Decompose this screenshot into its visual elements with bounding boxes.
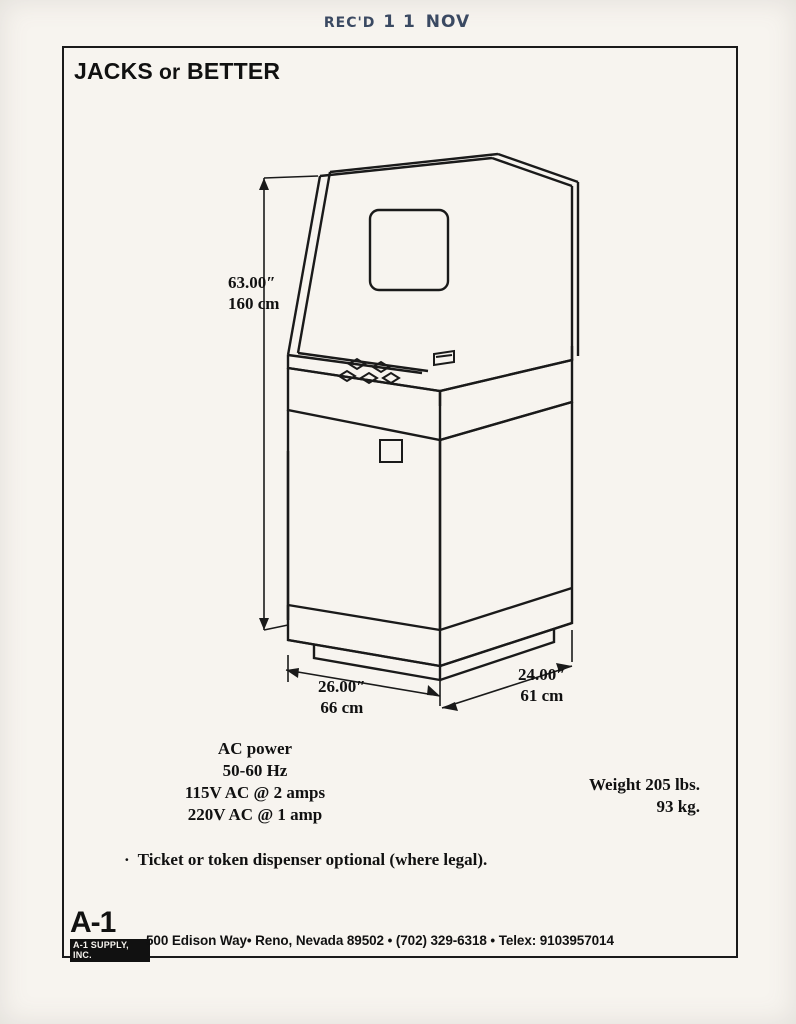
height-metric: 160 cm <box>228 294 280 314</box>
width-dimension-label <box>318 676 366 719</box>
power-label: AC power <box>217 739 293 758</box>
power-frequency: 50-60 Hz <box>222 761 288 781</box>
note-bullet: · <box>124 850 130 869</box>
cabinet-drawing <box>62 110 734 730</box>
weight-pounds: Weight 205 lbs. <box>589 775 700 794</box>
title-connector: or <box>159 61 181 84</box>
logo-mark: A-1 <box>70 906 116 939</box>
height-inches: 63.00″ <box>228 273 276 292</box>
power-220v: 220V AC @ 1 amp <box>187 805 323 825</box>
logo-subtitle: A-1 SUPPLY, INC. <box>70 939 150 962</box>
footer-address: 500 Edison Way• Reno, Nevada 89502 • (702) 329-6318 • Telex: 9103957014 <box>146 933 614 948</box>
depth-inches: 24.00″ <box>518 665 566 684</box>
received-stamp <box>0 12 796 32</box>
page-title <box>74 58 280 85</box>
stamp-month: NOV <box>425 12 471 32</box>
weight-kilograms: 93 kg. <box>656 797 700 817</box>
depth-metric: 61 cm <box>520 686 564 706</box>
title-second: BETTER <box>187 58 281 84</box>
company-logo <box>70 906 150 960</box>
height-dimension-label <box>228 272 279 315</box>
option-note <box>124 850 487 870</box>
width-inches: 26.00″ <box>318 677 366 696</box>
weight-specs <box>589 774 700 818</box>
title-main: JACKS <box>74 58 153 84</box>
depth-dimension-label <box>518 664 566 707</box>
width-metric: 66 cm <box>320 698 364 718</box>
power-115v: 115V AC @ 2 amps <box>184 783 326 803</box>
note-text: Ticket or token dispenser optional (where legal). <box>137 850 488 869</box>
power-specs <box>120 738 390 826</box>
stamp-day: 1 1 <box>383 12 416 32</box>
stamp-prefix: REC'D <box>323 15 376 31</box>
